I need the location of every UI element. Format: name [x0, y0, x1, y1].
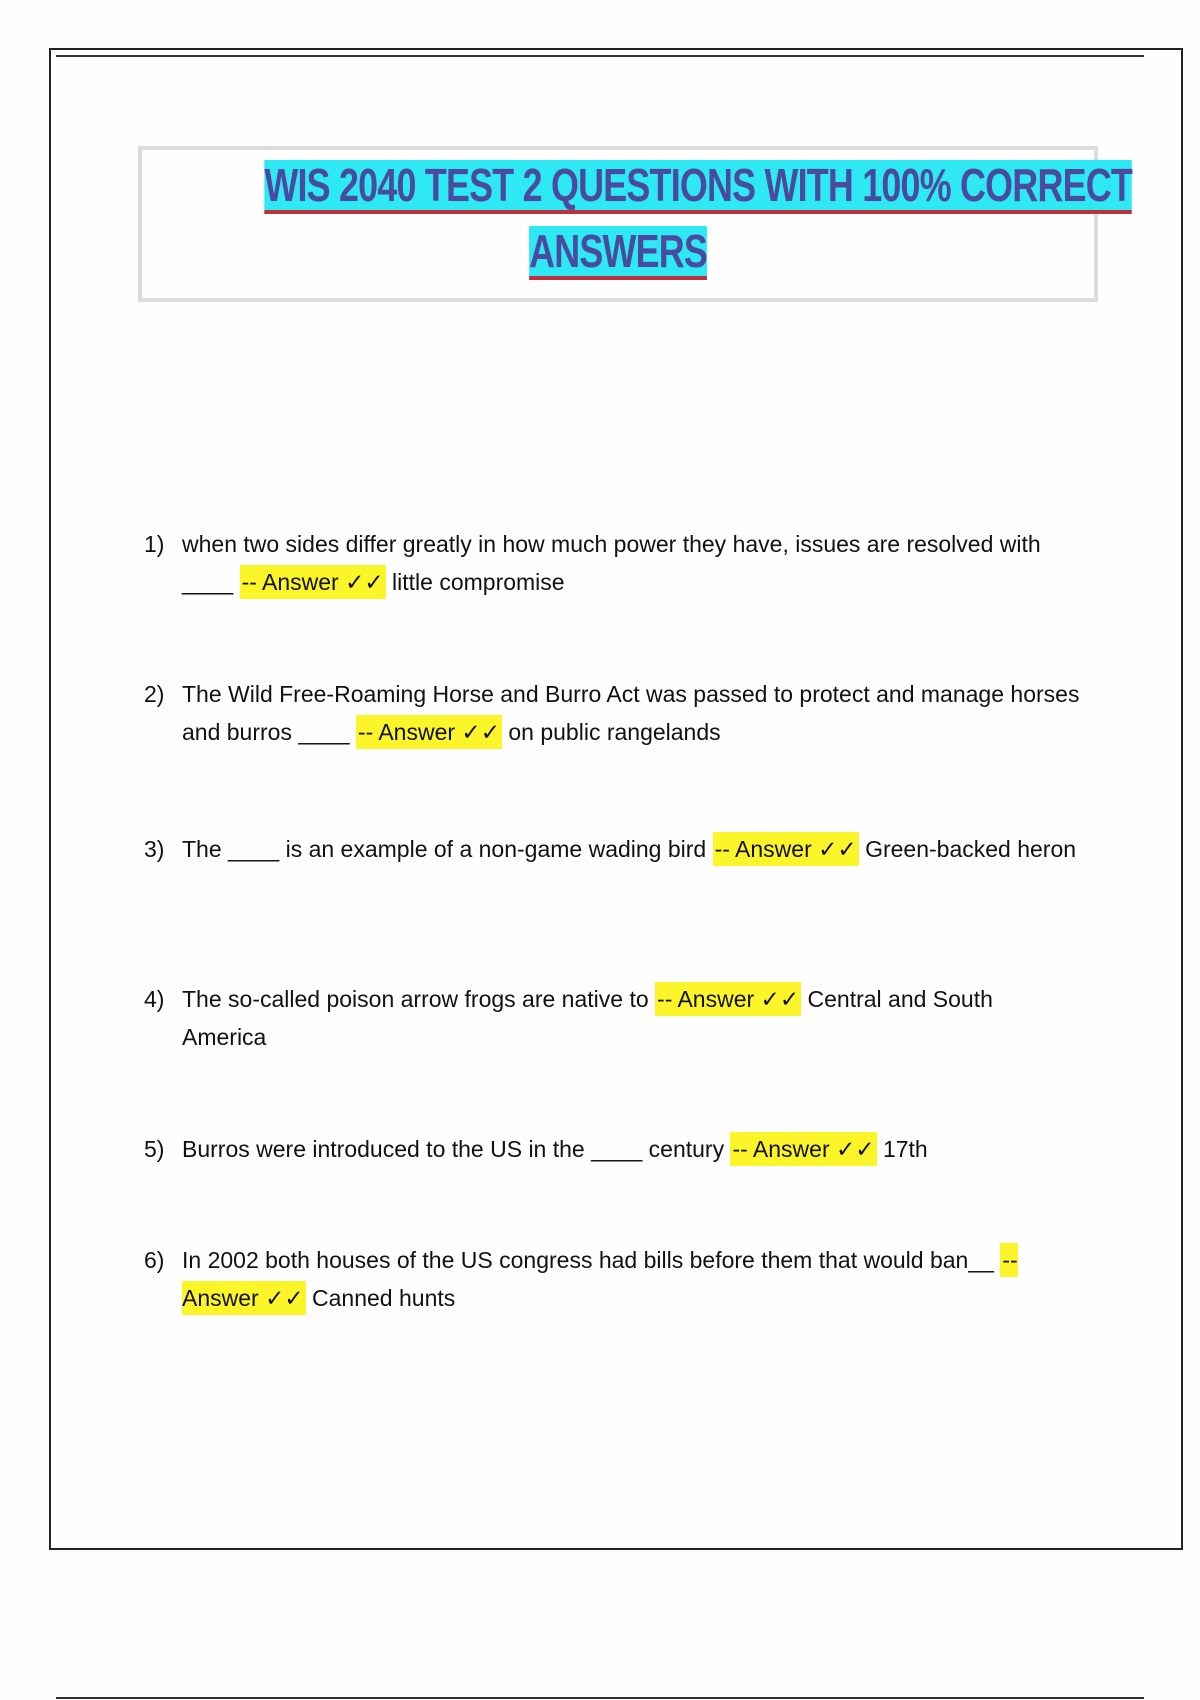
question-text: In 2002 both houses of the US congress had bills before them that would ban__: [182, 1247, 994, 1273]
question-number: 2): [144, 681, 165, 707]
answer-text: Green-backed heron: [865, 836, 1077, 862]
answer-text: Canned hunts: [312, 1285, 456, 1311]
question-text: when two sides differ greatly in how much power they have, issues are resolved with ____: [182, 531, 1041, 595]
question-number: 5): [144, 1136, 165, 1162]
document-title-line-1: WIS 2040 TEST 2 QUESTIONS WITH 100% CORRECT: [264, 160, 1132, 214]
answer-marker: -- Answer ✓✓: [730, 1132, 876, 1166]
question-number: 3): [144, 836, 165, 862]
question-body: [182, 830, 1082, 868]
answer-text: little compromise: [392, 569, 565, 595]
question-body: [182, 525, 1082, 601]
question-item-4: [140, 980, 1100, 1056]
answer-text: on public rangelands: [508, 719, 721, 745]
question-number: 6): [144, 1247, 165, 1273]
question-body: [182, 675, 1082, 751]
question-item-2: [140, 675, 1100, 751]
answer-marker: -- Answer ✓✓: [356, 715, 502, 749]
question-text: The so-called poison arrow frogs are native to: [182, 986, 649, 1012]
top-rule: [56, 55, 1144, 57]
answer-marker: -- Answer ✓✓: [655, 982, 801, 1016]
question-number: 4): [144, 986, 165, 1012]
question-text: The ____ is an example of a non-game wading bird: [182, 836, 707, 862]
question-body: [182, 1130, 1082, 1168]
answer-marker: -- Answer ✓✓: [182, 1243, 1018, 1315]
document-title-line-2: ANSWERS: [529, 226, 707, 280]
bottom-rule: [56, 1697, 1144, 1699]
question-number: 1): [144, 531, 165, 557]
question-item-1: [140, 525, 1100, 601]
answer-text: 17th: [882, 1136, 928, 1162]
answer-text: Central and South America: [182, 986, 993, 1050]
question-item-3: [140, 830, 1100, 868]
answer-marker: -- Answer ✓✓: [713, 832, 859, 866]
answer-marker: -- Answer ✓✓: [240, 565, 386, 599]
question-item-5: [140, 1130, 1100, 1168]
question-text: The Wild Free-Roaming Horse and Burro Act was passed to protect and manage horses and burros ____: [182, 681, 1080, 745]
title-box: [138, 146, 1132, 302]
question-body: [182, 980, 1082, 1056]
question-text: Burros were introduced to the US in the ____ century: [182, 1136, 725, 1162]
question-item-6: [140, 1241, 1100, 1317]
question-body: [182, 1241, 1082, 1317]
